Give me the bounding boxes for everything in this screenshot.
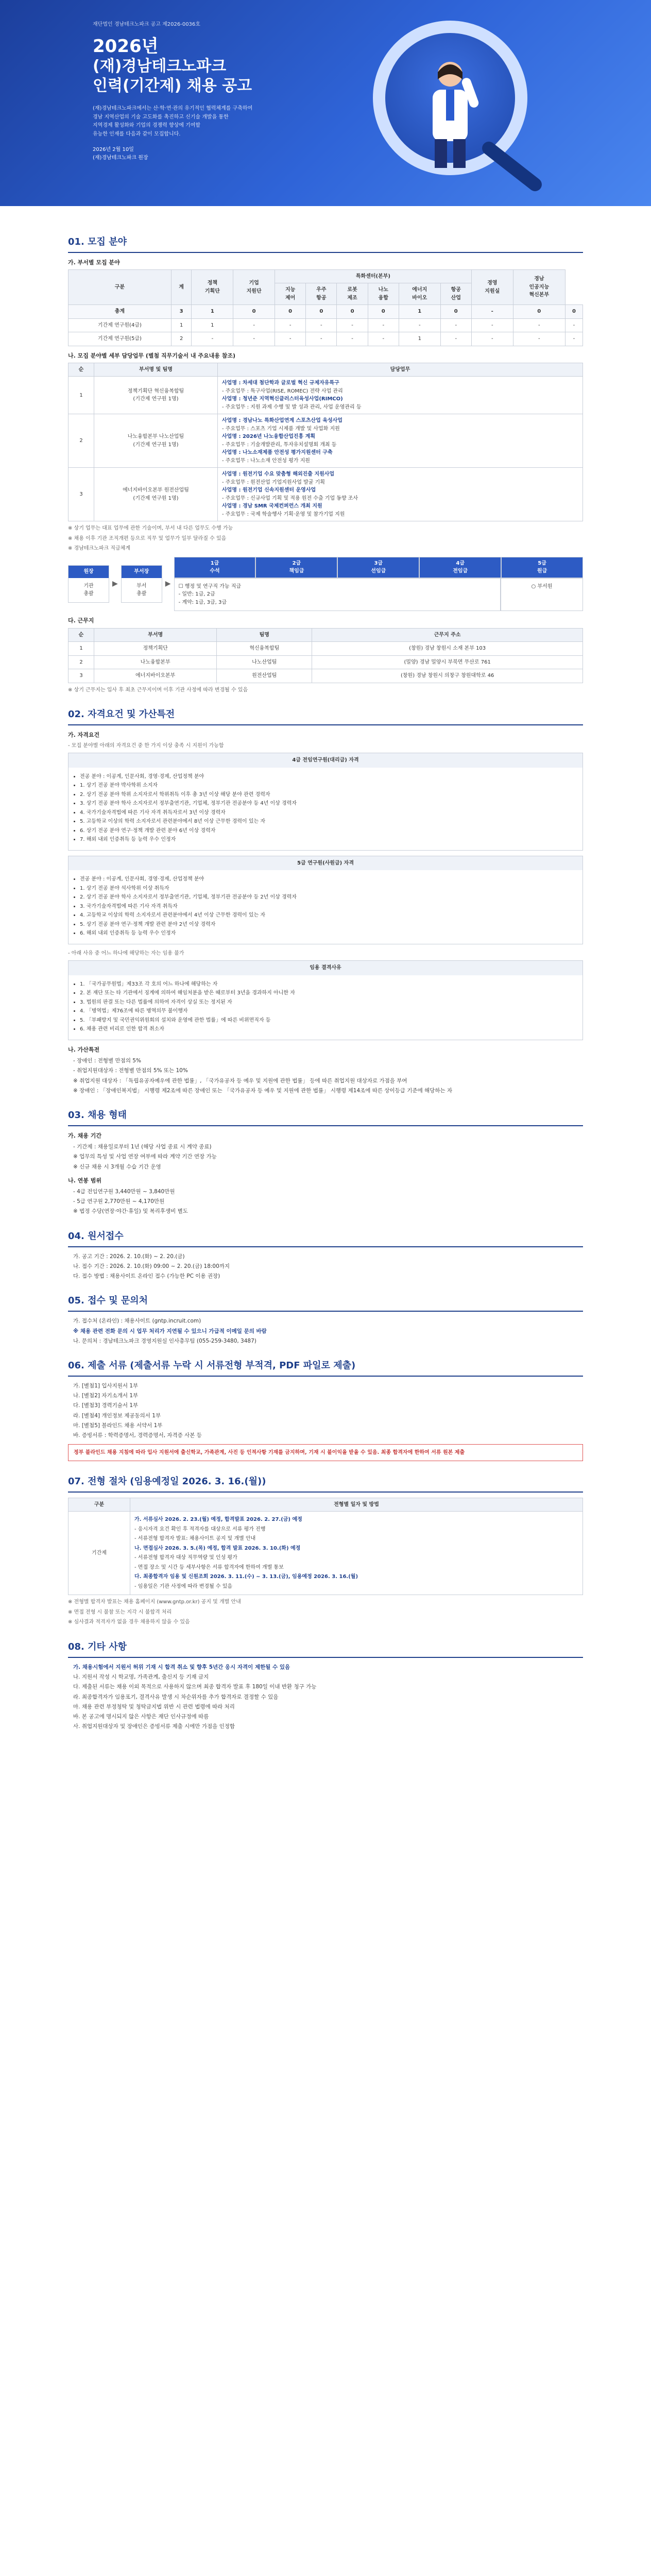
table-row: 1 정책기획단 혁신융복합팀 (창원) 경남 창원시 소재 본부 103	[68, 642, 583, 656]
person-illustration-icon	[419, 57, 481, 170]
section-application-title: 04. 원서접수	[68, 1229, 583, 1247]
magnifier-handle-graphic	[479, 139, 544, 194]
table-row: 3 에너지바이오본부 원전산업팀 (기간제 연구원 1명) 사업명 : 원전기업 수요 맞춤형 해외진출 지원사업 - 주요업무 : 원전산업 기업지원사업 발굴 기획 사업명 : 원전기업 신속지원센터 운영사업 - 주요업무 : 신규사업 기획 및 적용 원전 수출 기업 동향 조사 사업명 : 경남 SMR 국제컨퍼런스 개최 지원 - 주요업무 : 국제 학술행사 기획·운영 및 참가기업 지원	[68, 468, 583, 521]
title-main: 인력(기간제) 채용 공고	[93, 76, 252, 95]
table-row: 기간제 연구원(5급) 2 - - - - - - 1 - - - -	[68, 332, 583, 346]
disqualification-box: 임용 결격사유 • 1. 「국가공무원법」제33조 각 호의 어느 하나에 해당하는 자 • 2. 본 재단 또는 타 기관에서 징계에 의하여 해임처분을 받은 때로부터 3년을 경과하지 아니한 자 • 3. 법원의 판결 또는 다른 법률에 의하여 자격이 상실 또는 정지된 자 • 4. 「병역법」제76조에 따른 병역의무 불이행자 • 5. 「부패방지 및 국민권익위원회의 설치와 운영에 관한 법률」에 따른 비위면직자 등 • 6. 채용 관련 비리로 인한 합격 취소자	[68, 960, 583, 1040]
process-table: 구분 전형별 일자 및 방법 기간제 가. 서류심사 2026. 2. 23.(월) 예정, 합격발표 2026. 2. 27.(금) 예정 - 응시자격 요건 확인 후 적격자를 대상으로 서류 평가 진행 - 서류전형 합격자 발표: 채용사이트 공지 및 개별 안내 나. 면접심사 2026. 3. 5.(목) 예정, 합격 발표 2026. 3. 10.(화) 예정 - 서류전형 합격자 대상 직무역량 및 인성 평가 - 면접 장소 및 시간 등 세부사항은 서류 합격자에 한하여 개별 통보 다. 최종합격자 임용 및 신원조회 2026. 3. 11.(수) ~ 3. 13.(금), 임용예정 2026. 3. 16.(월) - 임용일은 기관 사정에 따라 변경될 수 있음	[68, 1498, 583, 1596]
section-process-title: 07. 전형 절차 (임용예정일 2026. 3. 16.(월))	[68, 1475, 583, 1493]
qualification-box-grade4: 4급 전임연구원(대리급) 자격 • 전공 분야 : 이공계, 인문사회, 경영·경제, 산업정책 분야 • 1. 상기 전공 분야 박사학위 소지자 • 2. 상기 전공 분야 학위 소지자로서 학위취득 이후 총 3년 이상 해당 분야 관련 경력자 • 3. 상기 전공 분야 학사 소지자로서 정부출연기관, 기업체, 정부기관 전공분야 등 4년 이상 경력자 • 4. 국가기술자격법에 따른 기사 자격 취득자로서 3년 이상 경력자 • 5. 고등학교 이상의 학력 소지자로서 관련분야에서 8년 이상 근무한 경력이 있는 자 • 6. 상기 전공 분야 연구·정책 개발 관련 분야 6년 이상 경력자 • 7. 해외 내외 인증취득 등 능력 우수 인정자	[68, 753, 583, 851]
arrow-icon: ▶	[165, 579, 171, 588]
table-row: 1 정책기획단 혁신융복합팀 (기간제 연구원 1명) 사업명 : 차세대 첨단학과 글로벌 혁신 규제자유특구 - 주요업무 : 특구사업(RISE, ROMEC) 전략 사업 관리 사업명 : 청년준 지역혁신클러스터육성사업(RIMCO) - 주요업무 : 지원 과제 수행 및 발 성과 관리, 사업 운영관리 등	[68, 377, 583, 414]
table-row: 2 나노융합본부 나노산업팀 (밀양) 경남 밀양시 부북면 무산로 761	[68, 655, 583, 669]
sub-workplace: 다. 근무지	[68, 617, 94, 624]
section-employment-type-title: 03. 채용 형태	[68, 1108, 583, 1126]
hero-banner	[0, 0, 651, 206]
recruit-count-table: 구분 계 정책 기획단 기업 지원단 특화센터(본부) 경영 지원실 경남 인공지능 혁신본부 지능 제어 우주 항공 로봇 제조 나노 융합 에너지 바이오 항공 산업 총계 3 1 0 0 0 0 0 1 0 - 0 0 기간제 연구원(4급) 1 1 - - - - - - - - - - 기간제 연구원(5급) 2 - - - - - - 1 - - - -	[68, 269, 583, 346]
duties-table: 순 부서명 및 팀명 담당업무 1 정책기획단 혁신융복합팀 (기간제 연구원 1명) 사업명 : 차세대 첨단학과 글로벌 혁신 규제자유특구 - 주요업무 : 특구사업(RISE, ROMEC) 전략 사업 관리 사업명 : 청년준 지역혁신클러스터육성사업(RIMCO) - 주요업무 : 지원 과제 수행 및 발 성과 관리, 사업 운영관리 등 2 나노융합본부 나노산업팀 (기간제 연구원 1명) 사업명 : 경남나노 특화산업연계 스포츠산업 육성사업 - 주요업무 : 스포츠 기업 시제품 개발 및 사업화 지원 사업명 : 2026년 나노융합산업진흥 계획 - 주요업무 : 기술개발관리, 투자유치설명회 개최 등 사업명 : 나노소재제품 안전성 평가지원센터 구축 - 주요업무 : 나노소재 안전성 평가 지원 3 에너지바이오본부 원전산업팀 (기간제 연구원 1명) 사업명 : 원전기업 수요 맞춤형 해외진출 지원사업 - 주요업무 : 원전산업 기업지원사업 발굴 기획 사업명 : 원전기업 신속지원센터 운영사업 - 주요업무 : 신규사업 기획 및 적용 원전 수출 기업 동향 조사 사업명 : 경남 SMR 국제컨퍼런스 개최 지원 - 주요업무 : 국제 학술행사 기획·운영 및 참가기업 지원	[68, 363, 583, 522]
hero-meta	[93, 146, 340, 162]
table-row: 2 나노융합본부 나노산업팀 (기간제 연구원 1명) 사업명 : 경남나노 특화산업연계 스포츠산업 육성사업 - 주요업무 : 스포츠 기업 시제품 개발 및 사업화 지원 사업명 : 2026년 나노융합산업진흥 계획 - 주요업무 : 기술개발관리, 투자유치설명회 개최 등 사업명 : 나노소재제품 안전성 평가지원센터 구축 - 주요업무 : 나노소재 안전성 평가 지원	[68, 414, 583, 468]
hero-description: (재)경남테크노파크에서는 산·학·연·관의 유기적인 협력체계를 구축하여 경남 지역산업의 기술 고도화를 촉진하고 신기술 개발을 통한 지역경제 활성화와 기업의 경쟁력 향상에 기여할 유능한 인재를 다음과 같이 모집합니다.	[93, 106, 253, 137]
qualification-box-grade5: 5급 연구원(사원급) 자격 • 전공 분야 : 이공계, 인문사회, 경영·경제, 산업정책 분야 • 1. 상기 전공 분야 석사학위 이상 취득자 • 2. 상기 전공 분야 학사 소지자로서 정부출연기관, 기업체, 정부기관 전공분야 등 2년 이상 경력자 • 3. 국가기술자격법에 따른 기사 자격 취득자 • 4. 고등학교 이상의 학력 소지자로서 관련분야에서 4년 이상 근무한 경력이 있는 자 • 5. 상기 전공 분야 연구·정책 개발 관련 분야 2년 이상 경력자 • 6. 해외 내외 인증취득 등 능력 우수 인정자	[68, 856, 583, 944]
sub-dept-field: 가. 부서별 모집 분야	[68, 259, 120, 266]
online-apply-link[interactable]: 다. 접수 방법 : 채용사이트 온라인 접수 (가능한 PC 이용 권장)	[73, 1273, 220, 1280]
blind-hiring-warning: 정부 블라인드 채용 지침에 따라 입사 지원서에 출신학교, 가족관계, 사진 등 인적사항 기재를 금지하며, 기재 시 불이익을 받을 수 있음. 최종 합격자에 한하여 서류 원본 제출	[68, 1444, 583, 1462]
section-misc-title: 08. 기타 사항	[68, 1640, 583, 1658]
table-row: 기간제 연구원(4급) 1 1 - - - - - - - - - -	[68, 318, 583, 332]
title-year: 2026년	[93, 36, 159, 57]
signer: (재)경남테크노파크 원장	[93, 155, 148, 161]
title-org: (재)경남테크노파크	[93, 57, 227, 76]
section-recruit-field-title: 01. 모집 분야	[68, 235, 583, 253]
sub-duties: 나. 모집 분야별 세부 담당업무 (별첨 직무기술서 내 주요내용 참조)	[68, 352, 235, 359]
table-row: 기간제 가. 서류심사 2026. 2. 23.(월) 예정, 합격발표 2026. 2. 27.(금) 예정 - 응시자격 요건 확인 후 적격자를 대상으로 서류 평가 진행 - 서류전형 합격자 발표: 채용사이트 공지 및 개별 안내 나. 면접심사 2026. 3. 5.(목) 예정, 합격 발표 2026. 3. 10.(화) 예정 - 서류전형 합격자 대상 직무역량 및 인성 평가 - 면접 장소 및 시간 등 세부사항은 서류 합격자에 한하여 개별 통보 다. 최종합격자 임용 및 신원조회 2026. 3. 11.(수) ~ 3. 13.(금), 임용예정 2026. 3. 16.(월) - 임용일은 기관 사정에 따라 변경될 수 있음	[68, 1512, 583, 1595]
workplace-table: 순 부서명 팀명 근무지 주소 1 정책기획단 혁신융복합팀 (창원) 경남 창원시 소재 본부 103 2 나노융합본부 나노산업팀 (밀양) 경남 밀양시 부북면 무산로 761 3 에너지바이오본부 원전산업팀 (창원) 경남 창원시 의창구 창원대학로 46	[68, 628, 583, 683]
section-qualification-title: 02. 자격요건 및 가산특전	[68, 707, 583, 725]
section-contact-title: 05. 접수 및 문의처	[68, 1294, 583, 1312]
table-row: 총계 3 1 0 0 0 0 0 1 0 - 0 0	[68, 305, 583, 319]
grade-system-flow: 원장 기관 총괄 ▶ 부서장 부서 총괄 ▶ 1급 수석 2급 책임급 3급 선임급 4급 전임급 5급 원급 ☐ 행정 및 연구직 가능 직급 - 일반: 1급, 2급 - 계약: 1급, 3급, 3급 ○ 부서원	[68, 557, 583, 612]
section-documents-title: 06. 제출 서류 (제출서류 누락 시 서류전형 부적격, PDF 파일로 제출)	[68, 1359, 583, 1377]
apply-site-link[interactable]: 가. 접수처 (온라인) : 채용사이트 (gntp.incruit.com)	[73, 1318, 201, 1325]
notice-number: 재단법인 경남테크노파크 공고 제2026-0036호	[93, 22, 200, 27]
table-row: 3 에너지바이오본부 원전산업팀 (창원) 경남 창원시 의창구 창원대학로 46	[68, 669, 583, 683]
arrow-icon: ▶	[112, 579, 118, 588]
announce-date: 2026년 2월 10일	[93, 147, 134, 153]
